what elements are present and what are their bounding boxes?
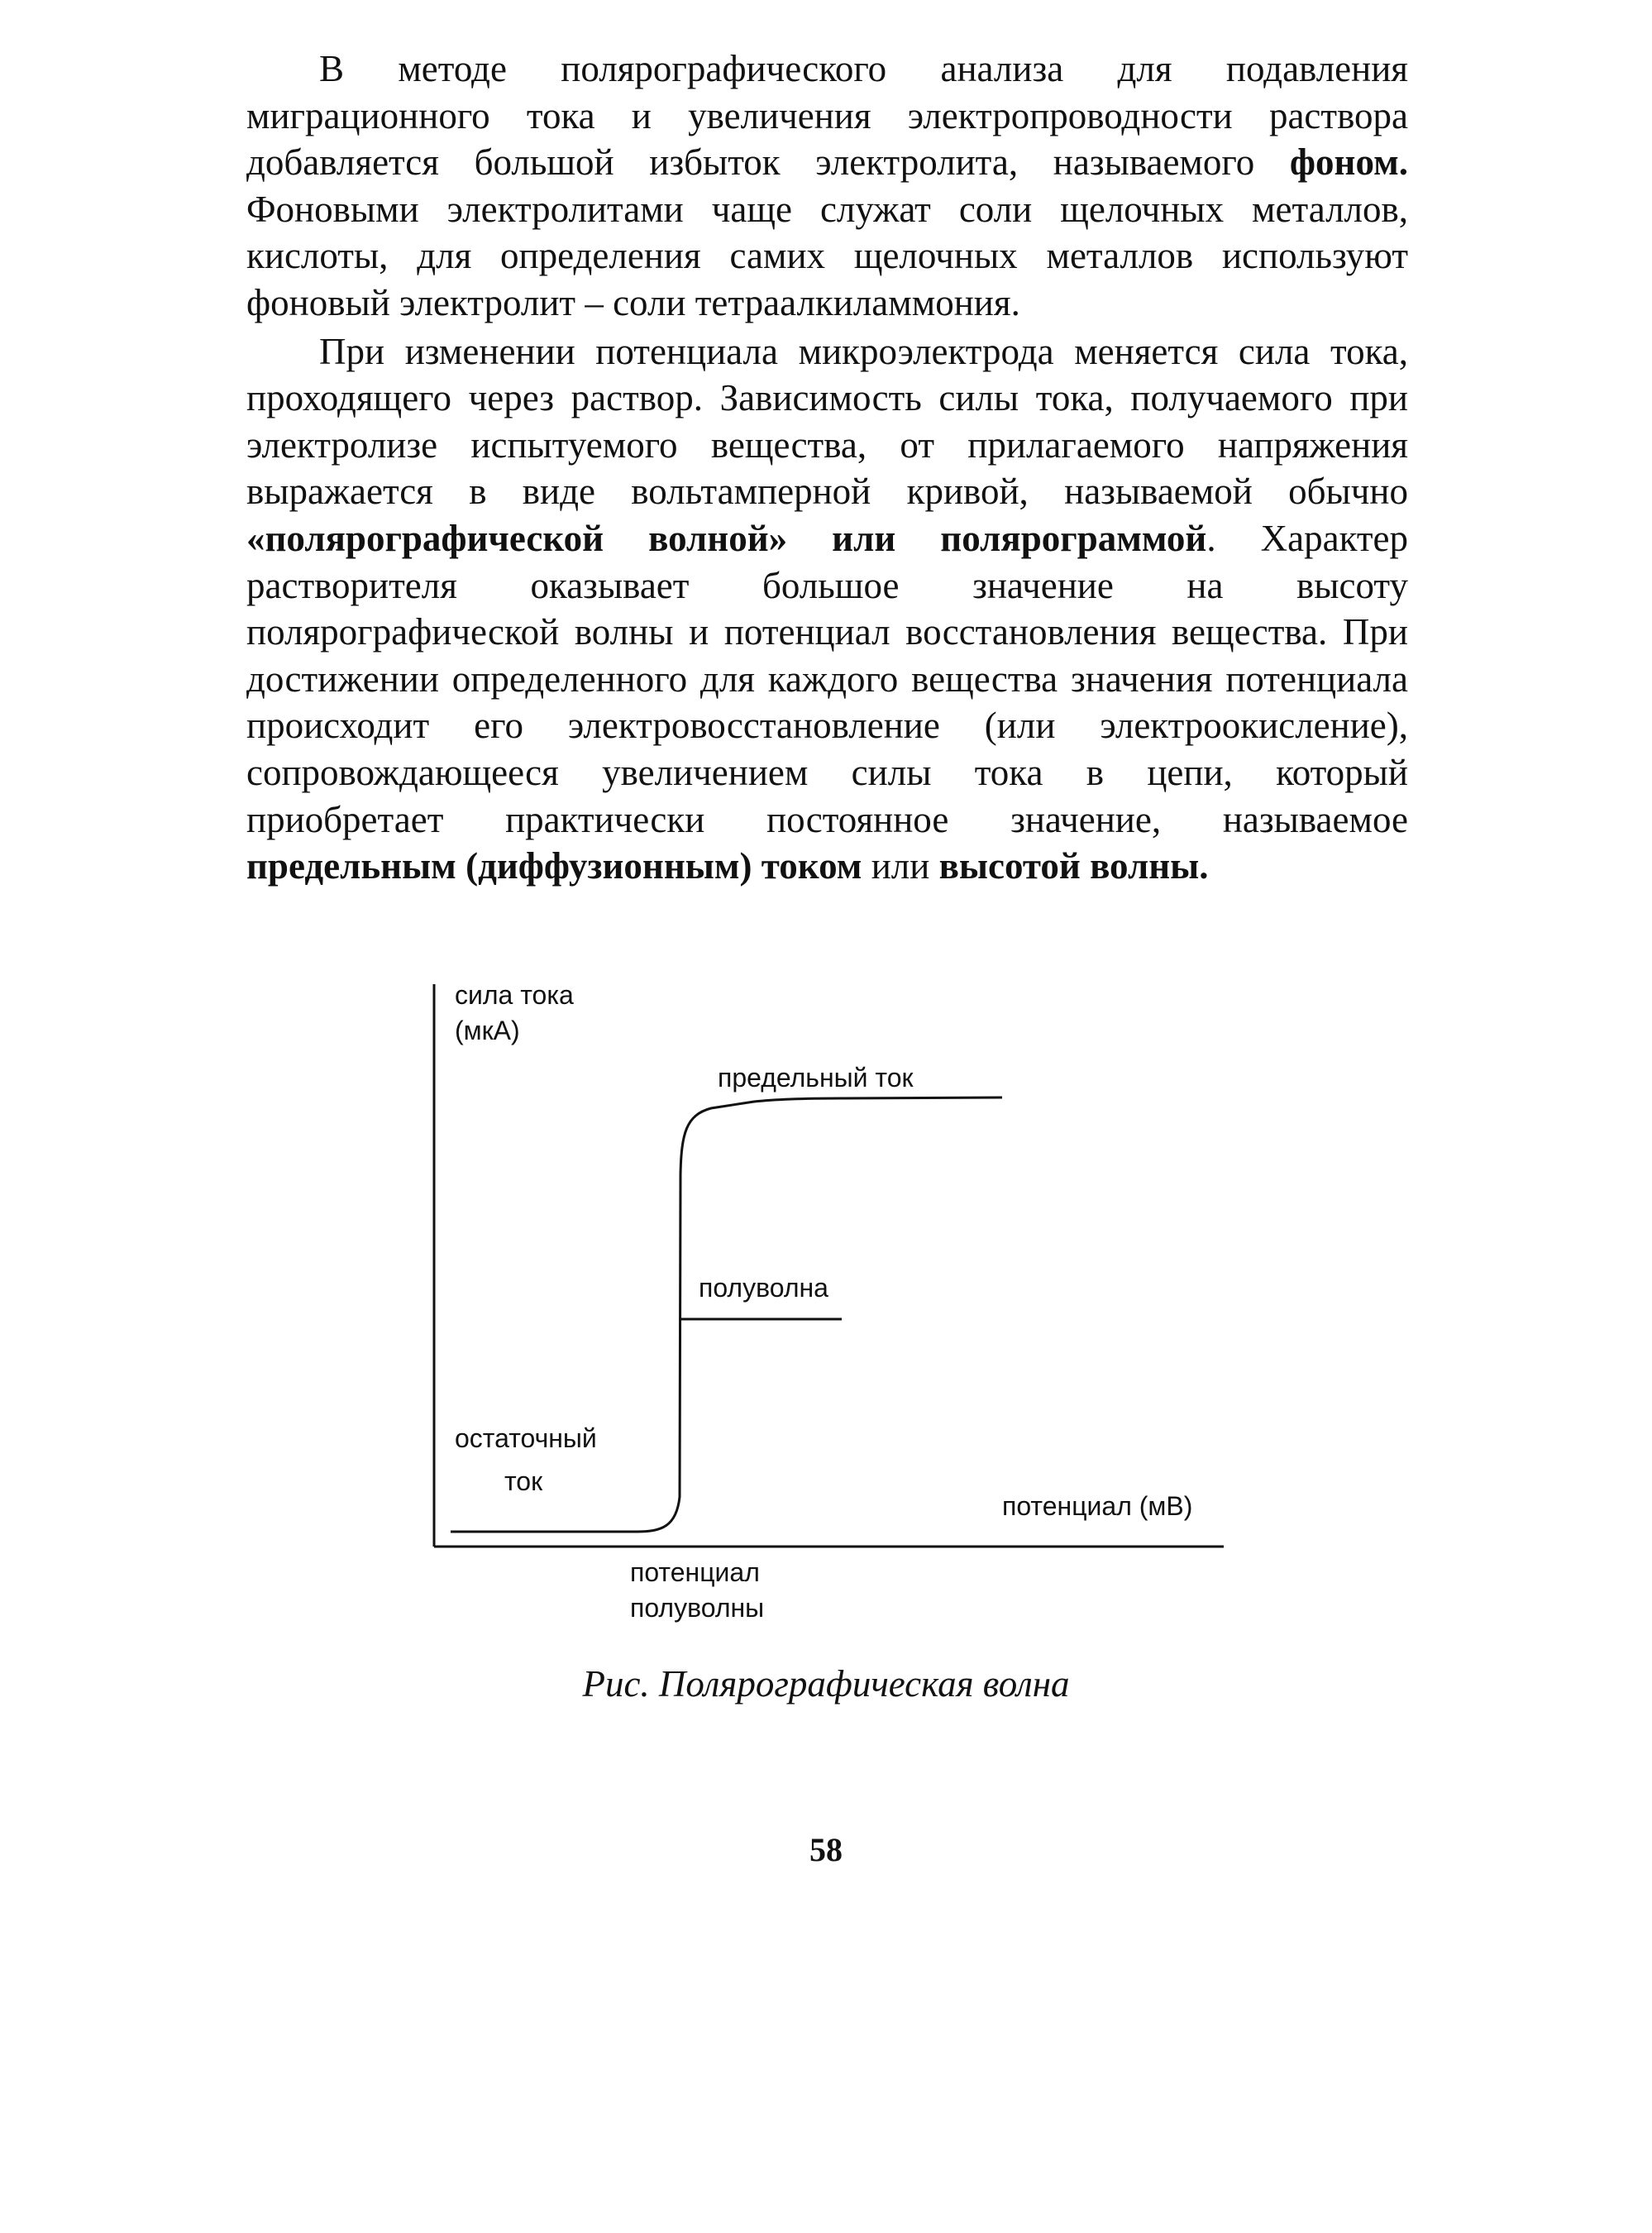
limit-current-label: предельный ток: [718, 1063, 914, 1093]
y-axis-label-line2: (мкА): [455, 1016, 520, 1045]
body-text: [246, 45, 1408, 890]
figure-caption: Рис. Полярографическая волна: [582, 1663, 1070, 1705]
residual-current-label-line1: остаточный: [455, 1423, 597, 1453]
p2-run-6-bold: высотой волны.: [938, 845, 1209, 887]
y-axis-label-line1: сила тока: [455, 980, 574, 1010]
wave-curve: [637, 1097, 1002, 1532]
polarographic-wave-figure: [413, 968, 1240, 1629]
page-number: 58: [809, 1831, 843, 1868]
p2-run-3: . Характер растворителя оказывает большое значение на высоту полярографической волны и потенциал восстановления вещества. При достижении определенного для каждого вещества значения потенциала происходит его электровосстановление (или электроокисление), сопровождающееся увеличением силы тока в цепи, который приобретает практически постоянное значение, называемое: [246, 517, 1408, 840]
p2-run-4-bold: предельным (диффузионным) током: [246, 845, 862, 887]
residual-current-label-line2: ток: [504, 1466, 543, 1496]
half-wave-label: полуволна: [699, 1273, 828, 1303]
p2-run-2-bold: «полярографической волной» или полярограммой: [246, 517, 1207, 559]
paragraph-1: [246, 45, 1408, 327]
x-axis-label: потенциал (мВ): [1002, 1491, 1193, 1521]
p1-run-2-bold: фоном.: [1289, 141, 1408, 184]
p2-run-1: При изменении потенциала микроэлектрода меняется сила тока, проходящего через раствор. Зависимость силы тока, получаемого при электролизе испытуемого вещества, от прилагаемого напряжения выражается в виде вольтамперной кривой, называемой обычно: [246, 330, 1408, 513]
half-wave-potential-label-line1: потенциал: [630, 1557, 760, 1587]
p2-run-5: или: [862, 845, 939, 887]
half-wave-potential-label-line2: полуволны: [630, 1593, 765, 1623]
polarogram-diagram: [413, 968, 1240, 1629]
p1-run-3: Фоновыми электролитами чаще служат соли щелочных металлов, кислоты, для определения самих щелочных металлов используют фоновый электролит – соли тетраалкиламмония.: [246, 188, 1408, 323]
paragraph-2: [246, 328, 1408, 890]
p1-run-1: В методе полярографического анализа для подавления миграционного тока и увеличения электропроводности раствора добавляется большой избыток электролита, называемого: [246, 48, 1408, 184]
